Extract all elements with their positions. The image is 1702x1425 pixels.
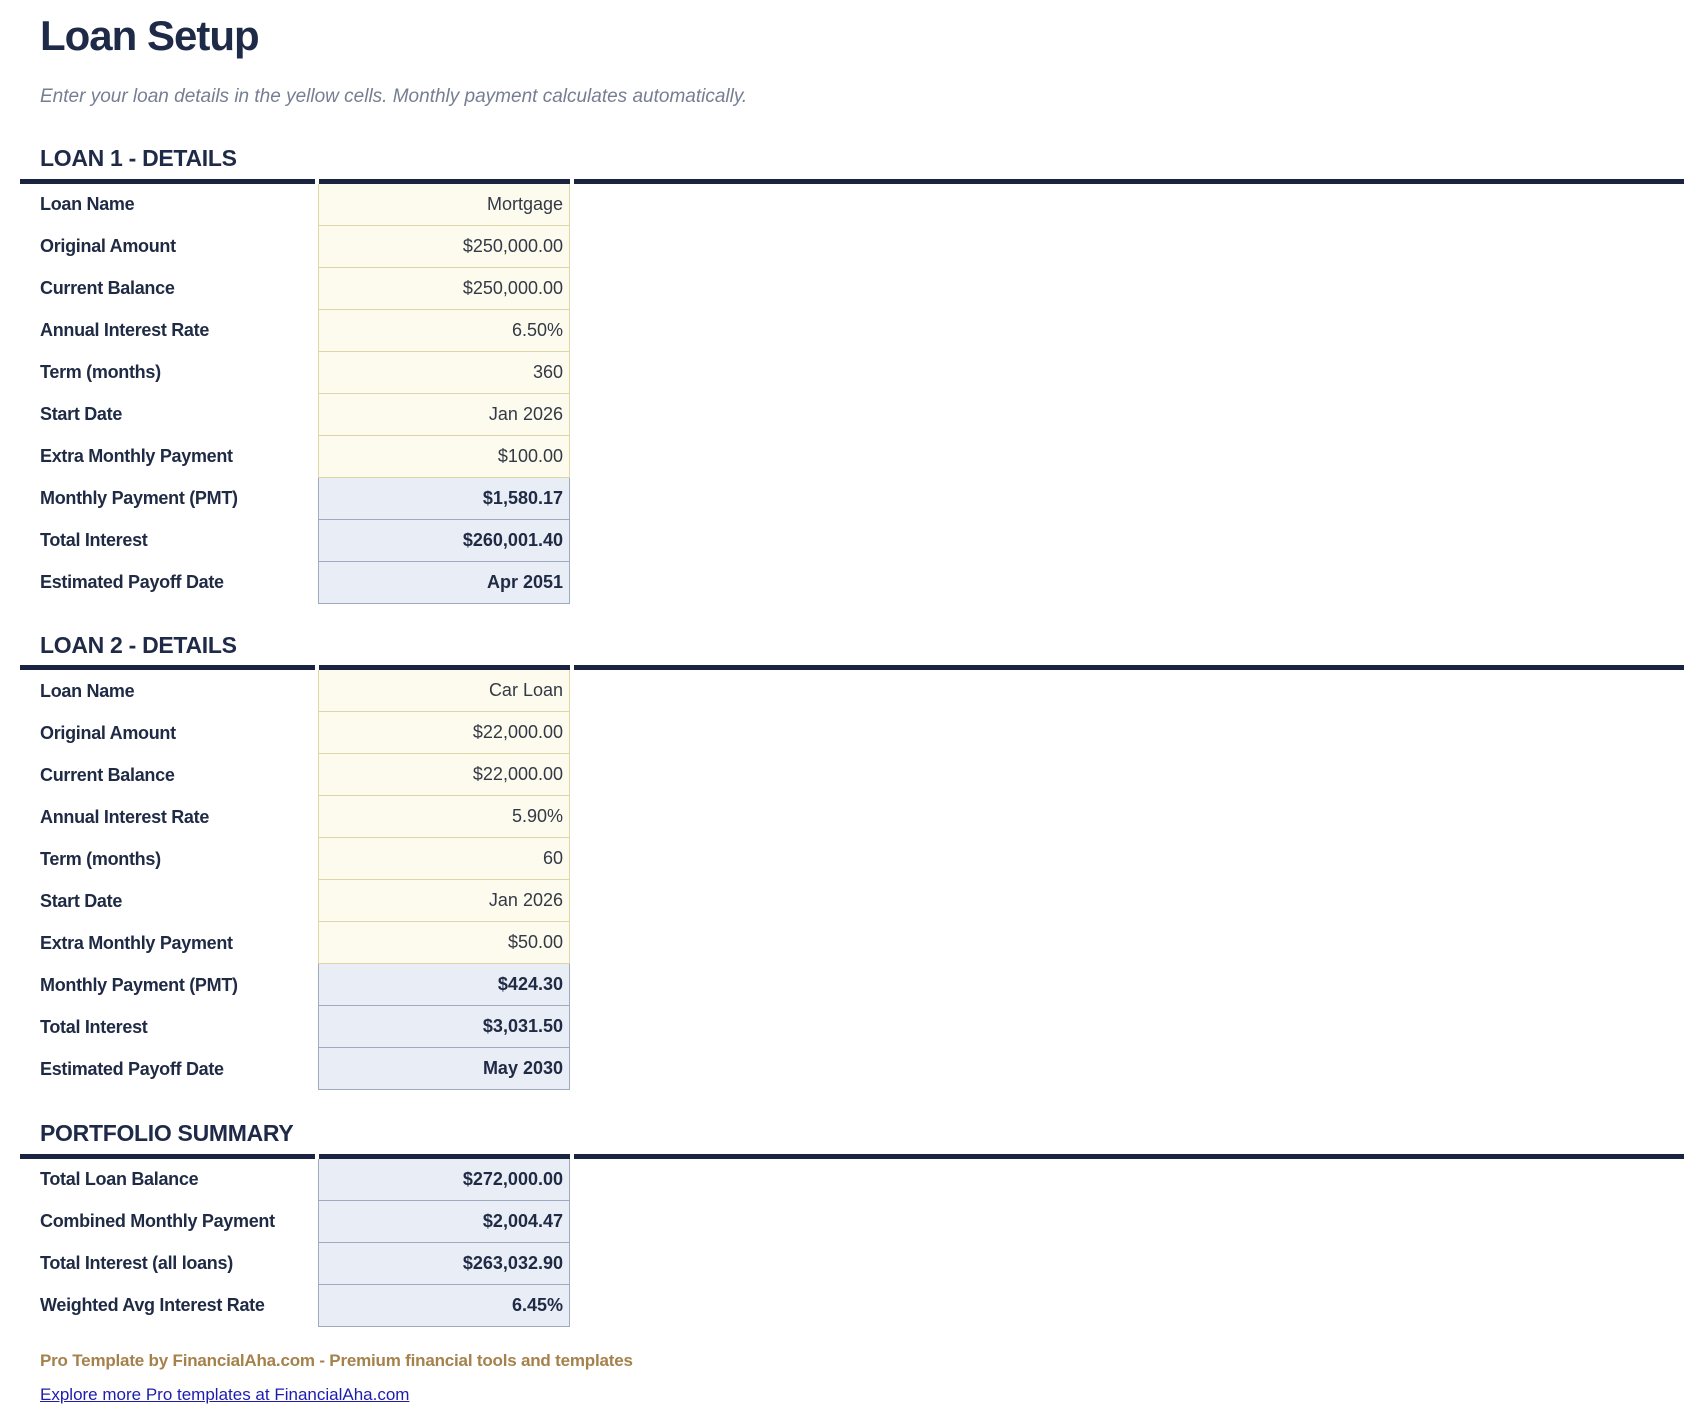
table-row [20, 1285, 1684, 1327]
table-row [20, 1243, 1684, 1285]
table-row [20, 1006, 1684, 1048]
table-row [20, 880, 1684, 922]
output-cell-total-loan-balance: $272,000.00 [318, 1159, 570, 1201]
row-label-total-interest: Total Interest [40, 530, 148, 551]
table-row [20, 1159, 1684, 1201]
section-title-loan-2: LOAN 2 - DETAILS [40, 631, 237, 658]
table-row [20, 1048, 1684, 1090]
section-loan-1 [0, 145, 1702, 604]
row-label-monthly-payment-pmt: Monthly Payment (PMT) [40, 974, 238, 995]
row-label-total-loan-balance: Total Loan Balance [40, 1169, 199, 1190]
input-cell-current-balance[interactable]: $22,000.00 [318, 754, 570, 796]
section-title-loan-1: LOAN 1 - DETAILS [40, 145, 237, 172]
row-label-original-amount: Original Amount [40, 236, 176, 257]
input-cell-current-balance[interactable]: $250,000.00 [318, 268, 570, 310]
loan-2-table [20, 665, 1684, 1090]
row-label-original-amount: Original Amount [40, 722, 176, 743]
row-label-estimated-payoff-date: Estimated Payoff Date [40, 572, 224, 593]
row-label-total-interest: Total Interest [40, 1016, 148, 1037]
row-label-extra-monthly-payment: Extra Monthly Payment [40, 446, 233, 467]
row-label-loan-name: Loan Name [40, 680, 135, 701]
output-cell-monthly-payment-pmt: $1,580.17 [318, 478, 570, 520]
table-row [20, 310, 1684, 352]
row-label-current-balance: Current Balance [40, 278, 175, 299]
table-row [20, 562, 1684, 604]
output-cell-estimated-payoff-date: Apr 2051 [318, 562, 570, 604]
row-label-total-interest-all-loans: Total Interest (all loans) [40, 1253, 233, 1274]
output-cell-monthly-payment-pmt: $424.30 [318, 964, 570, 1006]
row-label-extra-monthly-payment: Extra Monthly Payment [40, 932, 233, 953]
output-cell-total-interest-all-loans: $263,032.90 [318, 1243, 570, 1285]
row-label-start-date: Start Date [40, 404, 123, 425]
input-cell-original-amount[interactable]: $22,000.00 [318, 712, 570, 754]
table-row [20, 352, 1684, 394]
table-row [20, 268, 1684, 310]
footer-credit: Pro Template by FinancialAha.com - Premium financial tools and templates [40, 1350, 633, 1370]
input-cell-extra-monthly-payment[interactable]: $100.00 [318, 436, 570, 478]
row-label-annual-interest-rate: Annual Interest Rate [40, 320, 210, 341]
output-cell-weighted-avg-interest-rate: 6.45% [318, 1285, 570, 1327]
row-label-term-months: Term (months) [40, 362, 161, 383]
loan-setup-page [0, 12, 1702, 1425]
table-row [20, 520, 1684, 562]
input-cell-annual-interest-rate[interactable]: 5.90% [318, 796, 570, 838]
output-cell-total-interest: $3,031.50 [318, 1006, 570, 1048]
output-cell-total-interest: $260,001.40 [318, 520, 570, 562]
page-title: Loan Setup [40, 12, 259, 59]
loan-1-table [20, 179, 1684, 604]
row-label-annual-interest-rate: Annual Interest Rate [40, 806, 210, 827]
section-loan-2 [0, 632, 1702, 1091]
section-title-portfolio-summary: PORTFOLIO SUMMARY [40, 1120, 294, 1147]
row-label-term-months: Term (months) [40, 848, 161, 869]
divider-segment [574, 665, 1684, 670]
section-portfolio-summary [0, 1120, 1702, 1327]
output-cell-estimated-payoff-date: May 2030 [318, 1048, 570, 1090]
table-row [20, 838, 1684, 880]
row-label-combined-monthly-payment: Combined Monthly Payment [40, 1211, 275, 1232]
input-cell-original-amount[interactable]: $250,000.00 [318, 226, 570, 268]
row-label-loan-name: Loan Name [40, 194, 135, 215]
table-row [20, 964, 1684, 1006]
table-row [20, 226, 1684, 268]
row-label-monthly-payment-pmt: Monthly Payment (PMT) [40, 488, 238, 509]
table-row [20, 922, 1684, 964]
row-label-start-date: Start Date [40, 890, 123, 911]
input-cell-annual-interest-rate[interactable]: 6.50% [318, 310, 570, 352]
input-cell-start-date[interactable]: Jan 2026 [318, 394, 570, 436]
input-cell-loan-name[interactable]: Car Loan [318, 670, 570, 712]
table-row [20, 184, 1684, 226]
table-row [20, 754, 1684, 796]
row-label-current-balance: Current Balance [40, 764, 175, 785]
row-label-weighted-avg-interest-rate: Weighted Avg Interest Rate [40, 1295, 265, 1316]
input-cell-loan-name[interactable]: Mortgage [318, 184, 570, 226]
table-row [20, 670, 1684, 712]
input-cell-term-months[interactable]: 60 [318, 838, 570, 880]
table-row [20, 712, 1684, 754]
divider-segment [574, 1154, 1684, 1159]
table-row [20, 1201, 1684, 1243]
portfolio-summary-table [20, 1154, 1684, 1327]
row-label-estimated-payoff-date: Estimated Payoff Date [40, 1058, 224, 1079]
divider-segment [574, 179, 1684, 184]
table-row [20, 796, 1684, 838]
output-cell-combined-monthly-payment: $2,004.47 [318, 1201, 570, 1243]
page-subtitle: Enter your loan details in the yellow cells. Monthly payment calculates automatically. [40, 86, 748, 108]
explore-templates-link[interactable]: Explore more Pro templates at FinancialAha.com [40, 1384, 410, 1404]
input-cell-extra-monthly-payment[interactable]: $50.00 [318, 922, 570, 964]
input-cell-term-months[interactable]: 360 [318, 352, 570, 394]
table-row [20, 436, 1684, 478]
table-row [20, 478, 1684, 520]
table-row [20, 394, 1684, 436]
input-cell-start-date[interactable]: Jan 2026 [318, 880, 570, 922]
